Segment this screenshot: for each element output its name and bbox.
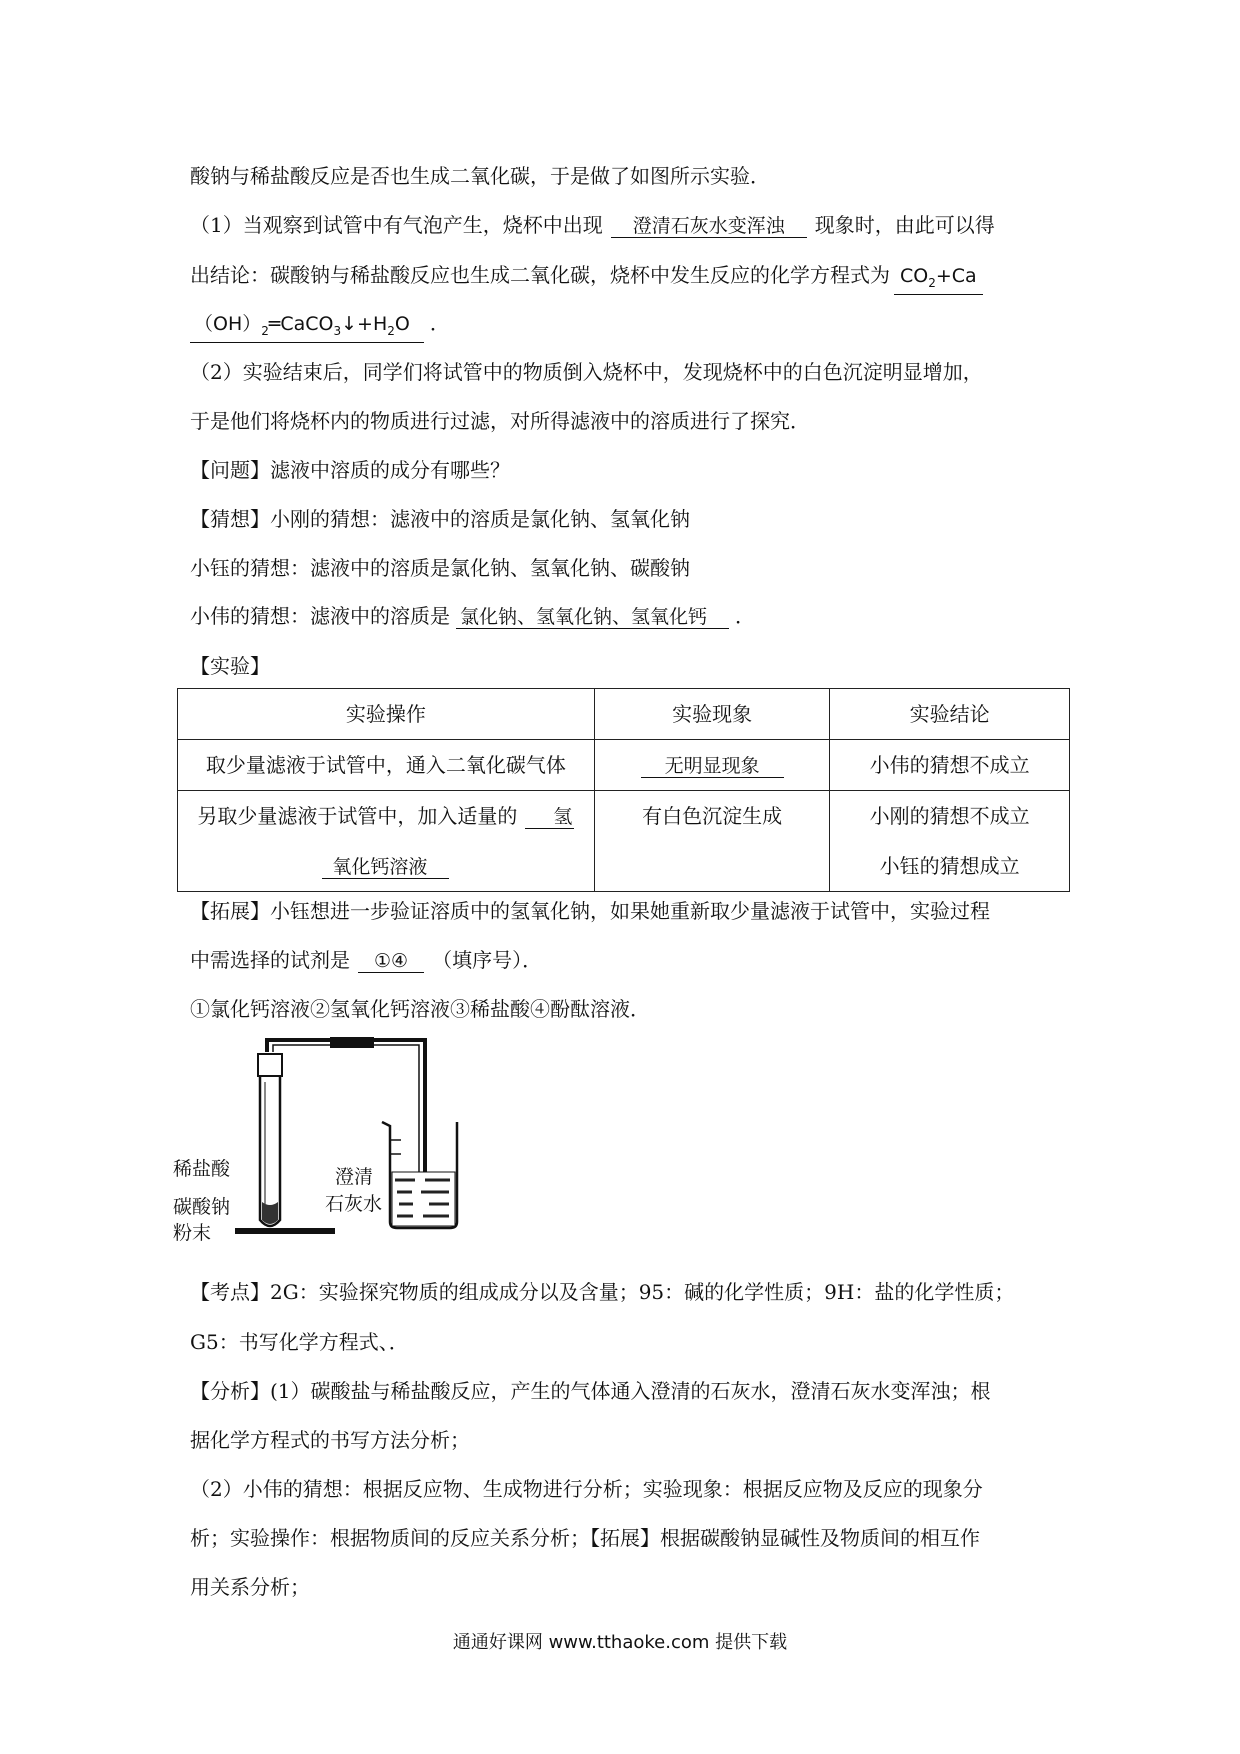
answer-blank: 氢 [525, 806, 574, 829]
label-sodium-carbonate: 碳酸钠 [173, 1196, 231, 1218]
text-fragment: 另取少量滤液于试管中，加入适量的 [197, 804, 518, 828]
equation-text: CO [900, 265, 929, 287]
label-dilute-hcl: 稀盐酸 [173, 1158, 231, 1180]
question-1-line-2 [190, 261, 1070, 295]
answer-blank: 无明显现象 [641, 755, 784, 778]
experiment-table [177, 688, 1070, 892]
equation-text: O [394, 313, 410, 335]
analysis-line: 用关系分析； [190, 1575, 310, 1599]
equation-subscript: 3 [333, 323, 342, 338]
knowledge-point-line: G5：书写化学方程式、． [190, 1330, 409, 1354]
guess-line [190, 602, 1070, 630]
reagent-options: ①氯化钙溶液②氢氧化钙溶液③稀盐酸④酚酞溶液． [190, 997, 650, 1021]
equation-text: （OH） [194, 313, 262, 335]
equation-answer-part2 [190, 313, 424, 343]
experiment-heading: 【实验】 [190, 654, 270, 678]
answer-blank: 澄清石灰水变浑浊 [611, 215, 807, 238]
equation-subscript: 2 [261, 323, 269, 338]
text-fragment: （填序号）． [432, 948, 543, 972]
equation-text: ═CaCO [268, 313, 334, 335]
footer-text: 通通好课网 www.tthaoke.com 提供下载 [452, 1632, 788, 1653]
table-cell: 有白色沉淀生成 [594, 791, 830, 892]
text-fragment: 中需选择的试剂是 [190, 948, 350, 972]
equation-subscript: 2 [928, 275, 936, 290]
text-fragment: ． [429, 311, 450, 335]
question-1-line [190, 211, 1070, 239]
table-cell: 小伟的猜想不成立 [830, 740, 1070, 791]
text-fragment: 现象时，由此可以得 [814, 213, 995, 237]
text-fragment: 出结论：碳酸钠与稀盐酸反应也生成二氧化碳，烧杯中发生反应的化学方程式为 [190, 263, 890, 287]
table-row [178, 791, 1070, 892]
text-fragment: （1）当观察到试管中有气泡产生，烧杯中出现 [190, 213, 603, 237]
table-header-cell: 实验现象 [594, 689, 830, 740]
answer-blank: 氧化钙溶液 [322, 856, 449, 879]
equation-subscript: 2 [387, 323, 395, 338]
analysis-line: 析；实验操作：根据物质间的反应关系分析；【拓展】根据碳酸钠显碱性及物质间的相互作 [190, 1526, 980, 1550]
table-cell [178, 791, 595, 892]
equation-text: ↓+H [341, 313, 388, 335]
table-header-cell: 实验结论 [830, 689, 1070, 740]
extension-line-2 [190, 946, 1070, 974]
label-limewater: 石灰水 [325, 1193, 383, 1215]
analysis-line: （2）小伟的猜想：根据反应物、生成物进行分析；实验现象：根据反应物及反应的现象分 [190, 1477, 983, 1501]
table-cell: 小刚的猜想不成立 小钰的猜想成立 [830, 791, 1070, 892]
table-header-cell: 实验操作 [178, 689, 595, 740]
text-fragment: 小伟的猜想：滤液中的溶质是 [190, 604, 450, 628]
answer-blank: 氯化钠、氢氧化钠、氢氧化钙 [456, 606, 729, 629]
equation-text: +Ca [935, 265, 977, 287]
text-line: 于是他们将烧杯内的物质进行过滤，对所得滤液中的溶质进行了探究． [190, 409, 810, 433]
table-header-row [178, 689, 1070, 740]
extension-line: 【拓展】小钰想进一步验证溶质中的氢氧化钠，如果她重新取少量滤液于试管中，实验过程 [190, 899, 990, 923]
table-cell: 取少量滤液于试管中，通入二氧化碳气体 [178, 740, 595, 791]
guess-line: 小钰的猜想：滤液中的溶质是氯化钠、氢氧化钠、碳酸钠 [190, 556, 690, 580]
text-fragment: ． [735, 604, 756, 628]
label-clear: 澄清 [335, 1166, 374, 1188]
table-cell [594, 740, 830, 791]
table-row [178, 740, 1070, 791]
equation-answer-part1 [894, 265, 983, 295]
answer-blank: ①④ [358, 950, 424, 973]
guess-line: 【猜想】小刚的猜想：滤液中的溶质是氯化钠、氢氧化钠 [190, 507, 690, 531]
text-line: 酸钠与稀盐酸反应是否也生成二氧化碳，于是做了如图所示实验． [190, 164, 770, 188]
analysis-line: 【分析】(1）碳酸盐与稀盐酸反应，产生的气体通入澄清的石灰水，澄清石灰水变浑浊；根 [190, 1379, 991, 1403]
question-2-line: （2）实验结束后，同学们将试管中的物质倒入烧杯中，发现烧杯中的白色沉淀明显增加， [190, 360, 983, 384]
apparatus-drawing [185, 1032, 485, 1252]
problem-line: 【问题】滤液中溶质的成分有哪些？ [190, 458, 510, 482]
analysis-line: 据化学方程式的书写方法分析； [190, 1428, 470, 1452]
apparatus-figure [173, 1032, 485, 1252]
label-powder: 粉末 [173, 1222, 212, 1244]
knowledge-point-line: 【考点】2G：实验探究物质的组成成分以及含量；95：碱的化学性质；9H：盐的化学性质； [190, 1280, 1015, 1304]
question-1-line-3 [190, 309, 1070, 343]
